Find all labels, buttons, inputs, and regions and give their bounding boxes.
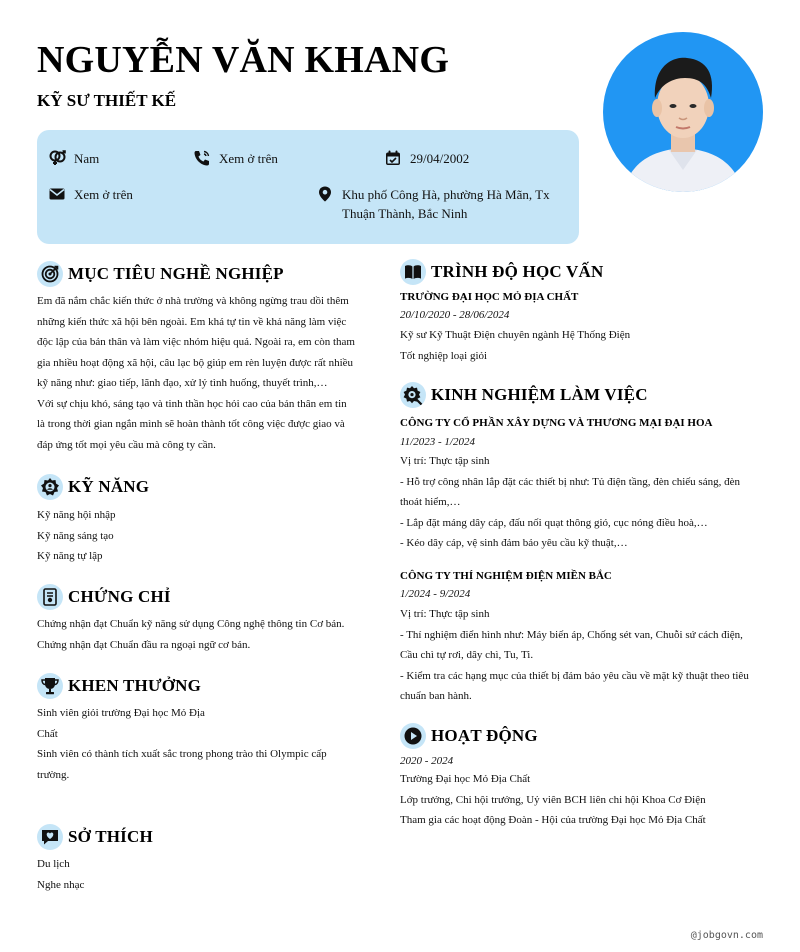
job-company: CÔNG TY THÍ NGHIỆM ĐIỆN MIỀN BẮC	[400, 570, 612, 582]
email-icon	[48, 185, 66, 203]
job-line: chuẩn ban hành.	[400, 690, 472, 702]
activity-line: Trường Đại học Mỏ Địa Chất	[400, 773, 531, 785]
skills-heading	[37, 474, 149, 500]
hobby-item: Du lịch	[37, 858, 70, 870]
address-value	[342, 185, 550, 223]
objective-line: đáp ứng tốt mọi yêu cầu mà công ty cần.	[37, 438, 216, 451]
award-line: Sinh viên có thành tích xuất sắc trong phong trào thi Olympic cấp	[37, 748, 327, 760]
work-gear-icon	[400, 382, 426, 408]
hobbies-list	[37, 854, 84, 895]
profile-photo	[603, 32, 763, 192]
calendar-icon	[384, 149, 402, 167]
activities-list	[400, 769, 706, 831]
certificate-item: Chứng nhận đạt Chuẩn kỹ năng sử dụng Công nghệ thông tin Cơ bản.	[37, 618, 345, 630]
job-line: - Kiểm tra các hạng mục của thiết bị đảm bảo yêu cầu về mặt kỹ thuật theo tiêu	[400, 669, 749, 682]
objective-line: gia nhiều hoạt động xã hội, câu lạc bộ giúp em rèn luyện được rất nhiều	[37, 356, 354, 369]
job-line: Vị trí: Thực tập sinh	[400, 608, 490, 620]
activity-line: Tham gia các hoạt động Đoàn - Hội của trường Đại học Mỏ Địa Chất	[400, 814, 706, 826]
objective-text	[37, 291, 360, 455]
skills-gear-icon	[37, 474, 63, 500]
job-line: Cầu chì tự rơi, dây chì, Tu, Ti.	[400, 649, 534, 661]
phone-icon	[193, 149, 211, 167]
education-line: Kỹ sư Kỹ Thuật Điện chuyên ngành Hệ Thống Điện	[400, 329, 631, 341]
certificate-item: Chứng nhận đạt Chuẩn đầu ra ngoại ngữ cơ bản.	[37, 638, 251, 651]
award-line: trường.	[37, 768, 70, 781]
birthday-item	[384, 149, 469, 168]
activities-title: HOẠT ĐỘNG	[431, 726, 538, 745]
education-line: Tốt nghiệp loại giỏi	[400, 349, 488, 362]
skills-list	[37, 505, 116, 567]
objective-title: MỤC TIÊU NGHỀ NGHIỆP	[68, 264, 284, 283]
awards-text	[37, 703, 360, 785]
watermark: @jobgovn.com	[690, 930, 763, 941]
skills-title: KỸ NĂNG	[68, 477, 150, 496]
phone-item	[193, 149, 278, 168]
job-line: Vị trí: Thực tập sinh	[400, 455, 490, 467]
objective-line: những kiến thức xã hội bên ngoài. Em khá tự tin về khả năng làm việc	[37, 315, 347, 328]
candidate-role: KỸ SƯ THIẾT KẾ	[37, 91, 177, 110]
award-line: Sinh viên giỏi trường Đại học Mỏ Địa	[37, 707, 205, 719]
experience-heading	[400, 382, 648, 408]
education-details	[400, 325, 630, 366]
awards-heading	[37, 673, 201, 699]
hobbies-heading	[37, 824, 153, 850]
education-school: TRƯỜNG ĐẠI HỌC MỎ ĐỊA CHẤT	[400, 291, 579, 303]
skill-item: Kỹ năng sáng tạo	[37, 529, 114, 542]
job-details	[400, 451, 763, 554]
heart-chat-icon	[37, 824, 63, 850]
job-company: CÔNG TY CỔ PHẦN XÂY DỰNG VÀ THƯƠNG MẠI ĐẠI HOA	[400, 417, 713, 429]
objective-heading	[37, 261, 284, 287]
objective-line: Với sự chịu khó, sáng tạo và tinh thần học hỏi cao của bản thân em tin	[37, 397, 347, 410]
job-line: - Thí nghiệm điển hình như: Máy biến áp, Chống sét van, Chuỗi sứ cách điện,	[400, 628, 743, 641]
job-details	[400, 604, 763, 707]
activities-date: 2020 - 2024	[400, 755, 454, 767]
job-line: - Hỗ trợ công nhân lắp đặt các thiết bị như: Tủ điện tầng, đèn chiếu sáng, đèn	[400, 475, 740, 488]
phone-value: Xem ở trên	[219, 151, 278, 166]
activities-heading	[400, 723, 538, 749]
contact-info-box	[37, 130, 579, 244]
gender-item	[48, 149, 99, 168]
certificate-icon	[37, 584, 63, 610]
gender-icon	[48, 149, 66, 167]
experience-title: KINH NGHIỆM LÀM VIỆC	[431, 385, 648, 404]
awards-title: KHEN THƯỞNG	[68, 676, 202, 695]
hobby-item: Nghe nhạc	[37, 878, 85, 891]
job-date: 1/2024 - 9/2024	[400, 588, 471, 600]
trophy-icon	[37, 673, 63, 699]
objective-line: kỹ năng như: giao tiếp, lãnh đạo, xử lý tình huống, thuyết trình,…	[37, 377, 328, 389]
address-item	[316, 185, 550, 223]
address-line-2: Thuận Thành, Bắc Ninh	[342, 206, 468, 221]
play-circle-icon	[400, 723, 426, 749]
award-line: Chất	[37, 727, 58, 740]
education-title: TRÌNH ĐỘ HỌC VẤN	[431, 262, 604, 281]
job-line: thoát hiểm,…	[400, 496, 461, 508]
activity-line: Lớp trưởng, Chi hội trưởng, Uỷ viên BCH liên chi hội Khoa Cơ Điện	[400, 793, 706, 806]
objective-line: Em đã nắm chắc kiến thức ở nhà trường và không ngừng trau dồi thêm	[37, 295, 349, 307]
job-line: - Kéo dây cáp, vệ sinh đảm bảo yêu cầu kỹ thuật,…	[400, 537, 628, 549]
location-pin-icon	[316, 185, 334, 203]
gender-value: Nam	[74, 151, 100, 166]
email-item	[48, 185, 133, 204]
skill-item: Kỹ năng tự lập	[37, 550, 103, 562]
target-icon	[37, 261, 63, 287]
hobbies-title: SỞ THÍCH	[68, 827, 153, 846]
job-date: 11/2023 - 1/2024	[400, 436, 475, 448]
certificates-heading	[37, 584, 171, 610]
education-heading	[400, 259, 603, 285]
book-icon	[400, 259, 426, 285]
certificates-title: CHỨNG CHỈ	[68, 587, 171, 606]
email-value: Xem ở trên	[74, 187, 133, 202]
objective-line: là trong thời gian ngắn mình sẽ hoàn thành tốt công việc được giao và	[37, 418, 345, 430]
certificates-list	[37, 614, 344, 655]
skill-item: Kỹ năng hội nhập	[37, 509, 116, 521]
birthday-value: 29/04/2002	[410, 151, 470, 166]
job-line: - Lắp đặt máng dây cáp, đấu nối quạt thông gió, cục nóng điều hoà,…	[400, 516, 708, 529]
objective-line: độc lập của bản thân và làm việc nhóm hiệu quả. Ngoài ra, em còn tham	[37, 336, 355, 348]
candidate-name: NGUYỄN VĂN KHANG	[37, 39, 450, 81]
education-date: 20/10/2020 - 28/06/2024	[400, 309, 510, 321]
address-line-1: Khu phố Công Hà, phường Hà Mãn, Tx	[342, 187, 550, 202]
